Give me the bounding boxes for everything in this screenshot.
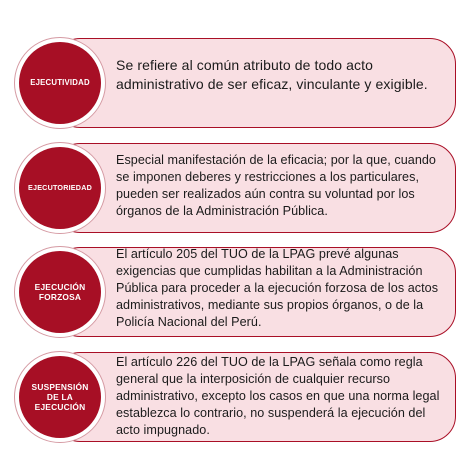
item-description: Especial manifestación de la eficacia; por la que, cuando se imponen deberes y restricciones a los particulares, pueden ser realizados aún contra su voluntad por los órganos de la Administración Pública. <box>116 153 436 218</box>
item-badge <box>19 356 101 438</box>
item-badge <box>19 147 101 229</box>
item-description: El artículo 226 del TUO de la LPAG señala como regla general que la interposición de cualquier recurso administrativo, excepto los casos en que una norma legal establezca lo contrario, no suspenderá la ejecución del acto impugnado. <box>116 355 440 437</box>
item-label-line: EJECUCIÓN <box>34 402 86 412</box>
item-ejecutividad <box>10 36 464 134</box>
item-description: Se refiere al común atributo de todo acto administrativo de ser eficaz, vinculante y exigible. <box>116 57 428 92</box>
item-label: EJECUTORIEDAD <box>28 183 92 192</box>
item-label <box>35 282 86 302</box>
item-label <box>32 382 89 412</box>
item-label-line: DE LA <box>46 392 74 402</box>
item-badge <box>19 42 101 124</box>
item-ejecutoriedad <box>10 141 464 239</box>
item-label-line: SUSPENSIÓN <box>31 382 89 392</box>
item-label-line: FORZOSA <box>38 292 82 302</box>
item-ejecucion-forzosa <box>10 245 464 343</box>
item-description: El artículo 205 del TUO de la LPAG prevé algunas exigencias que cumplidas habilitan a la Administración Pública para proceder a la ejecución forzosa de los actos administrativos, mediante sus propios órganos, o de la Policía Nacional del Perú. <box>116 247 439 329</box>
item-badge <box>19 251 101 333</box>
item-label: EJECUTIVIDAD <box>30 78 90 87</box>
item-suspension-ejecucion <box>10 350 464 448</box>
item-label-line: EJECUCIÓN <box>34 282 86 292</box>
